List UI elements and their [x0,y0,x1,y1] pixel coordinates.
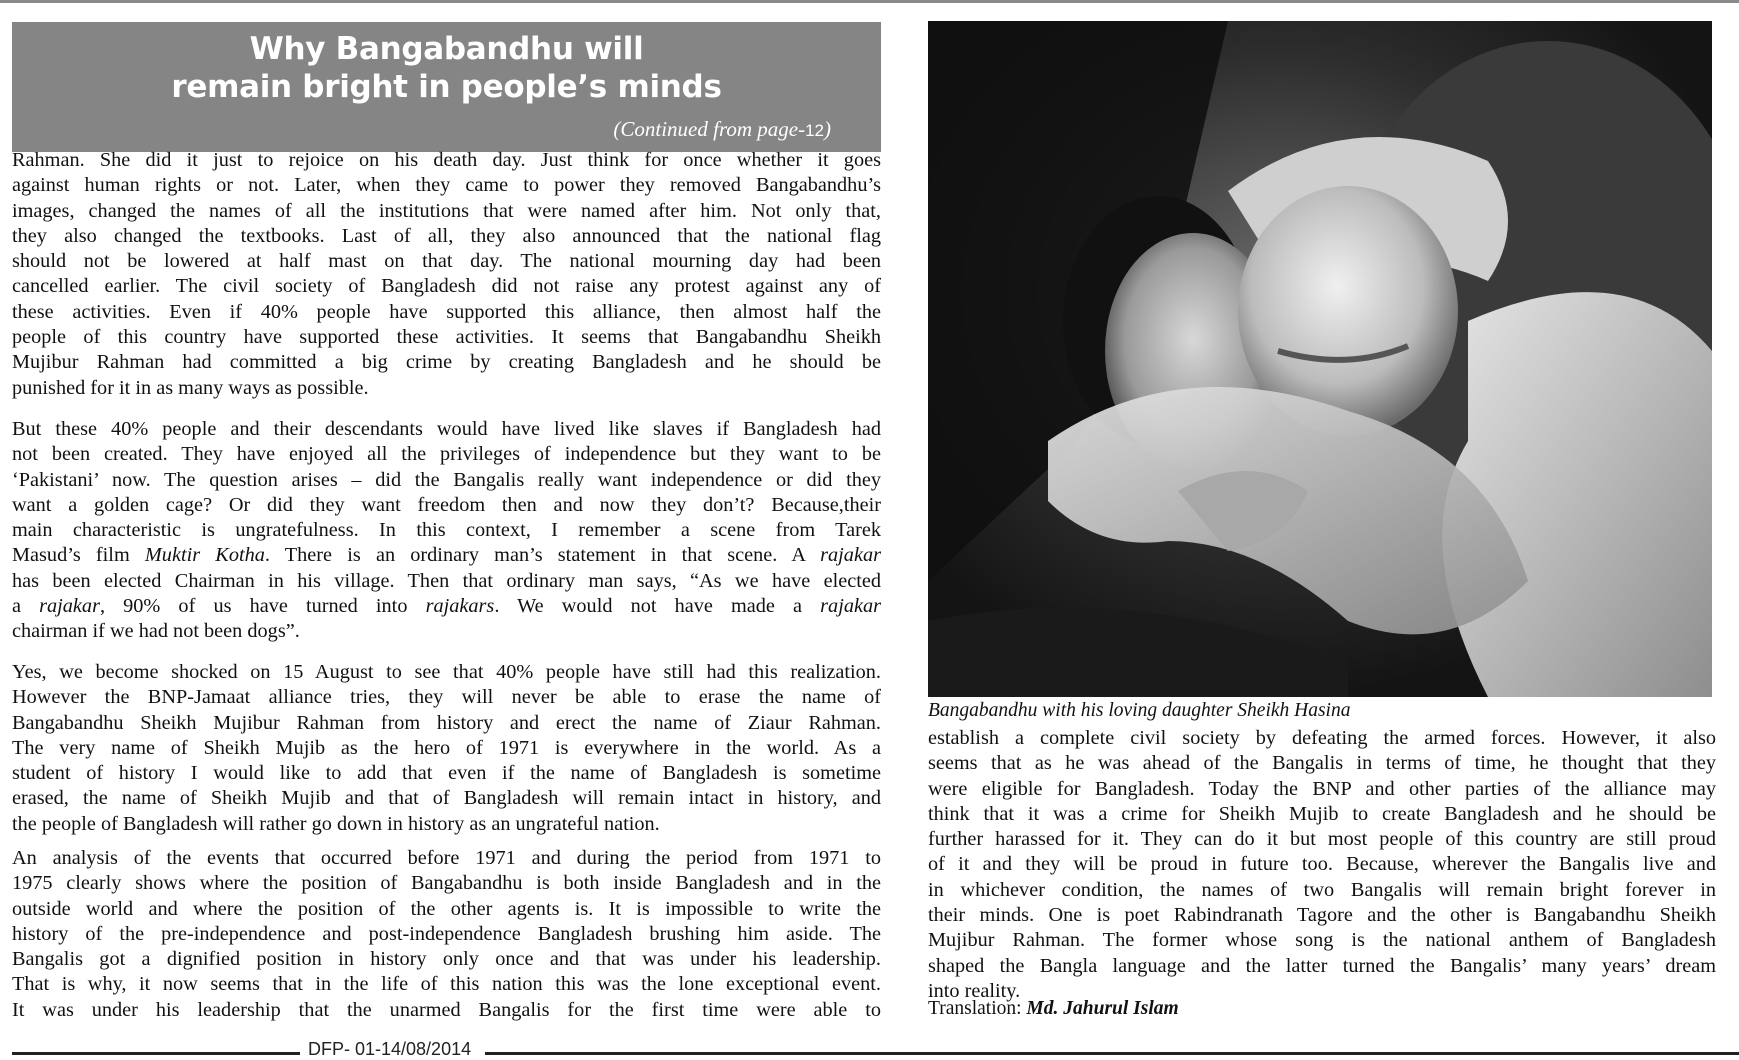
continued-page-number: 12 [805,121,824,140]
text-line: they also changed the textbooks. Last of all, they also announced that the national flag [12,224,881,247]
text-line: ‘Pakistani’ now. The question arises – did the Bangalis really want independence or did they [12,468,881,491]
text-line: should not be lowered at half mast on that day. The national mourning day had been [12,250,881,273]
text-line: student of history I would like to add that even if the name of Bangladesh is sometime [12,762,881,785]
text-line: erased, the name of Sheikh Mujib and that of Bangladesh will remain intact in history, and [12,787,881,810]
paragraph-3 [12,660,881,837]
paragraph-1 [12,148,881,401]
text-line: in whichever condition, the names of two Bangalis will remain bright forever in [928,878,1716,901]
text-line: punished for it in as many ways as possible. [12,376,369,399]
text-line: shaped the Bangla language and the latter turned the Bangalis’ many years’ dream [928,954,1716,977]
text-line: Masud’s film Muktir Kotha. There is an ordinary man’s statement in that scene. A rajakar [12,544,881,567]
translation-label: Translation: [928,998,1022,1019]
text-line: outside world and where the position of the other agents is. It is impossible to write the [12,897,881,920]
text-line: of it and they will be proud in future too. Because, wherever the Bangalis live and [928,853,1716,876]
paragraph-2 [12,417,881,645]
text-line: against human rights or not. Later, when they came to power they removed Bangabandhu’s [12,174,881,197]
paragraph-right [928,726,1716,1004]
text-line: seems that as he was ahead of the Bangalis in terms of time, he thought that they [928,752,1716,775]
text-line: That is why, it now seems that in the life of this nation this was the lone exceptional event. [12,973,881,996]
text-line: Bangalis got a dignified position in history only once and that was under his leadership. [12,948,881,971]
continued-from-note [613,117,831,142]
footer-rule-right [485,1052,1739,1055]
text-line: An analysis of the events that occurred before 1971 and during the period from 1971 to [12,847,881,869]
photo-caption: Bangabandhu with his loving daughter Sheikh Hasina [928,700,1351,721]
translator-name: Md. Jahurul Islam [1026,998,1179,1019]
headline-line-2: remain bright in people’s minds [171,69,722,105]
text-line: chairman if we had not been dogs”. [12,620,300,643]
text-line: Rahman. She did it just to rejoice on his death day. Just think for once whether it goes [12,149,881,171]
text-line: Bangabandhu Sheikh Mujibur Rahman from history and erect the name of Ziaur Rahman. [12,711,881,734]
text-line: want a golden cage? Or did they want freedom then and now they don’t? Because,their [12,493,881,516]
headline-line-1: Why Bangabandhu will [249,31,644,67]
photo-image [928,21,1712,697]
footer-rule-left [12,1052,300,1055]
text-line: However the BNP-Jamaat alliance tries, they will never be able to erase the name of [12,686,881,709]
text-line: cancelled earlier. The civil society of Bangladesh did not raise any protest against any of [12,275,881,298]
text-line: But these 40% people and their descendants would have lived like slaves if Bangladesh had [12,418,881,440]
headline-banner [12,22,881,152]
top-rule [0,0,1739,3]
text-line: these activities. Even if 40% people have supported this alliance, then almost half the [12,300,881,323]
continued-prefix: (Continued from page- [613,117,806,141]
text-line: Mujibur Rahman had committed a big crime by creating Bangladesh and he should be [12,351,881,374]
continued-suffix: ) [824,117,831,141]
translation-credit [928,998,1179,1020]
text-line: people of this country have supported these activities. It seems that Bangabandhu Sheikh [12,326,881,349]
text-line: It was under his leadership that the unarmed Bangalis for the first time were able to [12,998,881,1021]
text-line: the people of Bangladesh will rather go down in history as an ungrateful nation. [12,812,660,835]
text-line: Yes, we become shocked on 15 August to see that 40% people have still had this realization. [12,661,881,683]
text-line: a rajakar, 90% of us have turned into rajakars. We would not have made a rajakar [12,595,881,618]
text-line: their minds. One is poet Rabindranath Tagore and the other is Bangabandhu Sheikh [928,904,1716,927]
text-line: into reality. [928,979,1021,1002]
text-line: Mujibur Rahman. The former whose song is the national anthem of Bangladesh [928,929,1716,952]
text-line: further harassed for it. They can do it but most people of this country are still proud [928,828,1716,851]
text-line: has been elected Chairman in his village. Then that ordinary man says, “As we have elected [12,569,881,592]
text-line: history of the pre-independence and post-independence Bangladesh brushing him aside. The [12,922,881,945]
text-line: establish a complete civil society by defeating the armed forces. However, it also [928,727,1716,749]
photo-bangabandhu-and-daughter [928,21,1712,697]
text-line: not been created. They have enjoyed all the privileges of independence but they want to be [12,443,881,466]
text-line: 1975 clearly shows where the position of Bangabandhu is both inside Bangladesh and in the [12,872,881,895]
text-line: were eligible for Bangladesh. Today the BNP and other parties of the alliance may [928,777,1716,800]
text-line: The very name of Sheikh Mujib as the hero of 1971 is everywhere in the world. As a [12,736,881,759]
text-line: think that it was a crime for Sheikh Mujib to create Bangladesh and he should be [928,802,1716,825]
footer-code: DFP- 01-14/08/2014 [308,1039,472,1059]
paragraph-4 [12,846,881,1023]
text-line: images, changed the names of all the institutions that were named after him. Not only that, [12,199,881,222]
text-line: main characteristic is ungratefulness. In this context, I remember a scene from Tarek [12,519,881,542]
